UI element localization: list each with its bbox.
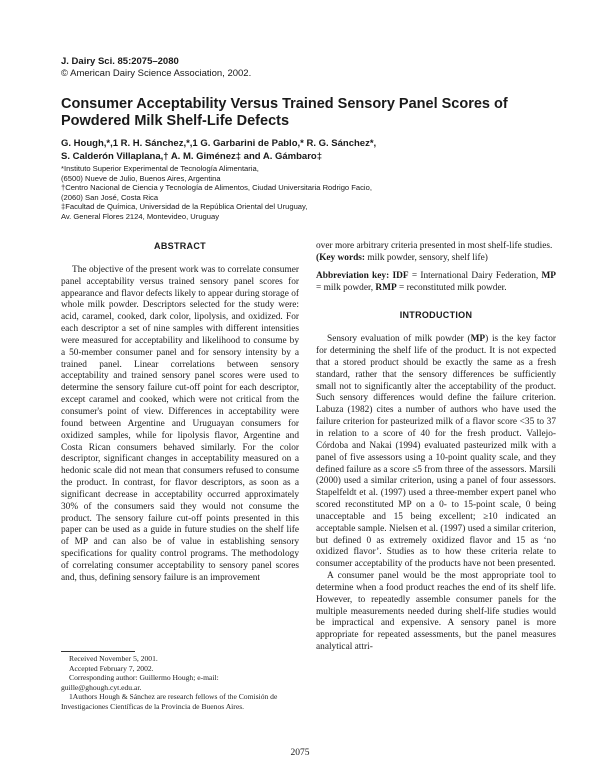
affiliation-line: ‡Facultad de Química, Universidad de la República Oriental del Uruguay, (61, 202, 308, 212)
footnote-received: Received November 5, 2001. (69, 654, 158, 663)
footnote-corresponding: Corresponding author: Guillermo Hough; e-mail: guille@ghough.cyt.edu.ar. (61, 673, 219, 692)
affiliation-line: †Centro Nacional de Ciencia y Tecnología de Alimentos, Ciudad Universitaria Rodrigo Facio, (61, 183, 372, 193)
abstract-continuation: over more arbitrary criteria presented in most shelf-life studies. (316, 241, 553, 251)
page-number: 2075 (290, 748, 310, 758)
author-list (61, 138, 541, 163)
intro-p1-mp: MP (470, 334, 486, 345)
introduction-heading: INTRODUCTION (399, 310, 473, 321)
author-line: G. Hough,*,1 R. H. Sánchez,*,1 G. Garbarini de Pablo,* R. G. Sánchez*, (61, 138, 377, 149)
abbreviation-key (316, 271, 556, 295)
abbr-mp: MP (541, 270, 557, 281)
affiliations (61, 164, 541, 222)
intro-paragraph-1 (316, 334, 556, 571)
affiliation-line: (2060) San José, Costa Rica (61, 192, 159, 202)
abbr-rmp: RMP (375, 282, 397, 293)
affiliation-line: Av. General Flores 2124, Montevideo, Uruguay (61, 211, 220, 221)
abbr-idf: IDF (392, 270, 409, 281)
copyright-line: © American Dairy Science Association, 2002. (61, 68, 252, 79)
keywords-text: milk powder, sensory, shelf life) (365, 252, 488, 263)
abbr-idf-def: = International Dairy Federation, (408, 270, 542, 281)
affiliation-line: *Instituto Superior Experimental de Tecnología Alimentaria, (61, 164, 259, 173)
left-column (61, 241, 299, 585)
abbr-rmp-def: = reconstituted milk powder. (396, 282, 507, 293)
affiliation-line: (6500) Nueve de Julio, Buenos Aires, Argentina (61, 173, 221, 183)
intro-p1-start: Sensory evaluation of milk powder ( (327, 334, 471, 345)
intro-paragraph-2: A consumer panel would be the most appropriate tool to determine when a food product reaches the end of its shelf life. However, to repeatedly assemble consumer panels for the multiple measurements needed during shelf-life studies would be impractical and expensive. A sensory panel is more appropriate for repeated assessments, but the panel measures analytical attri- (316, 571, 556, 653)
abbr-mp-def: = milk powder, (316, 282, 376, 293)
author-line: S. Calderón Villaplana,† A. M. Giménez‡ and A. Gámbaro‡ (61, 150, 322, 162)
journal-reference (61, 56, 251, 80)
paper-title: Consumer Acceptability Versus Trained Sensory Panel Scores of Powdered Milk Shelf-Life Defects (61, 96, 508, 129)
footnotes (61, 654, 301, 711)
footnote-rule (61, 651, 135, 652)
intro-p1-rest: ) is the key factor for determining the shelf life of the product. It is not expected that a stored product should be exactly the same as a fresh standard, rather that the sensory differences be sufficiently small not to significantly alter the acceptability of the product. Such sensory differences would define the failure criterion. Labuza (1982) cites a number of authors who have used the failure criterion for pasteurized milk of a flavor score <35 to 37 in relation to a score of 40 for the fresh product. Vallejo-Córdoba and Nakai (1994) evaluated pasteurized milk with a panel of five assessors using a 10-point quality scale, and they defined failure as a score ≤5 from three of the assessors. Marsili (2000) used a similar criterion, using a panel of four assessors. Stapelfeldt et al. (1997) used a three-member expert panel who scored reconstituted MP on a 0- to 15-point scale, 0 being unacceptable and 15 being excellent; ≥10 indicated an acceptable sample. Nielsen et al. (1997) used a similar criterion, but defined 0 as extremely oxidized flavor and 15 as ‘no oxidized flavor’. Studies as to how these criteria relate to consumer acceptability of the products have not been presented. (316, 334, 556, 570)
abbreviation-label: Abbreviation key: (316, 270, 390, 281)
keywords-label: (Key words: (316, 252, 366, 263)
right-column (316, 241, 556, 654)
footnote-accepted: Accepted February 7, 2002. (69, 663, 154, 673)
footnote-fellows: 1Authors Hough & Sánchez are research fellows of the Comisión de Investigaciones Científicas de la Provincia de Buenos Aires. (61, 692, 278, 711)
journal-citation: J. Dairy Sci. 85:2075–2080 (61, 56, 179, 67)
keywords (316, 253, 556, 265)
abstract-text: The objective of the present work was to correlate consumer panel acceptability versus trained sensory panel scores for appearance and flavor defects likely to appear during storage of whole milk powder. Descriptors selected for the study were: acid, caramel, cooked, dark color, lipolysis, and oxidized. For each descriptor a set of nine samples with different intensities were measured for acceptability and likelihood to consume by a 50-member consumer panel and for sensory intensity by a trained panel. Linear correlations between sensory acceptability and trained sensory panel scores were used to determine the sensory failure cut-off point for each descriptor, except caramel and cooked, which were not critical from the consumer's point of view. Differences in acceptability were found between Argentine and Uruguayan consumers for oxidized samples, while for lipolysis flavor, Argentine and Costa Rican consumers behaved similarly. For the color descriptor, significant changes in acceptability measured on a hedonic scale did not mean that consumers refused to consume the product. In contrast, for flavor descriptors, as soon as a significant decrease in acceptability occurred approximately 30% of the consumers said they would not consume the product. The sensory failure cut-off points presented in this paper can be used as a guide in future studies on the shelf life of MP and can also be of value in establishing sensory specifications for quality control programs. The methodology of correlating consumer acceptability to sensory panel scores and, thus, defining sensory failure is an improvement (61, 264, 299, 583)
abstract-heading: ABSTRACT (154, 241, 206, 251)
